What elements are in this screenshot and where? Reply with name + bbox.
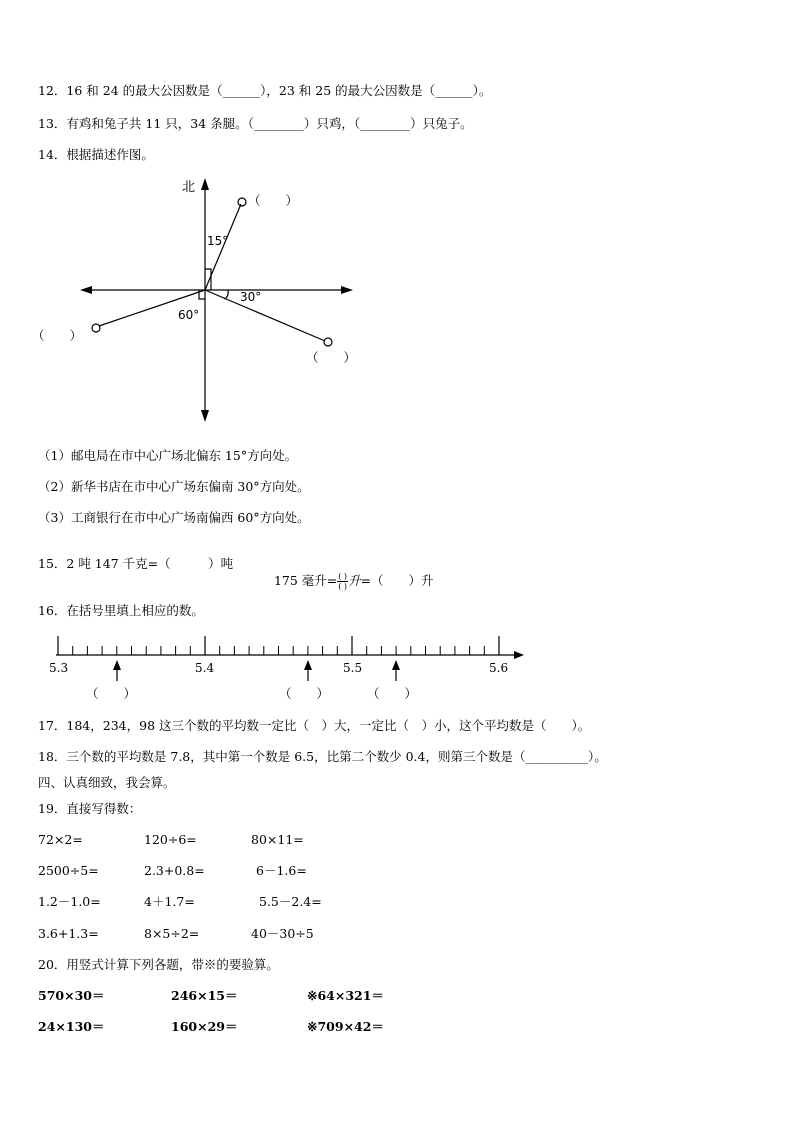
q20-row-1-col-2: 246×15＝ <box>171 988 238 1003</box>
question-14-item-3: （3）工商银行在市中心广场南偏西 60°方向处。 <box>38 510 310 525</box>
q19-row-3-col-3: 5.5－2.4= <box>259 894 322 909</box>
angle-label-15: 15° <box>207 234 229 248</box>
question-12: 12．16 和 24 的最大公因数是（______），23 和 25 的最大公因数是（______）。 <box>38 83 492 98</box>
q20-row-2-col-3: ※709×42＝ <box>307 1019 384 1034</box>
tick-label-5.4: 5.4 <box>195 661 215 675</box>
q19-row-1-col-1: 72×2= <box>38 832 83 847</box>
angle-label-30: 30° <box>240 290 262 304</box>
blank-bookstore[interactable]: （ ） <box>306 350 357 365</box>
question-13: 13．有鸡和兔子共 11 只，34 条腿。（________）只鸡，（________）只兔子。 <box>38 116 473 131</box>
q19-row-2-col-3: 6－1.6= <box>256 863 307 878</box>
pointer-2-head <box>304 660 312 670</box>
q19-row-1-col-2: 120÷6= <box>144 832 197 847</box>
blank-bank[interactable]: （ ） <box>32 328 83 343</box>
minor-ticks <box>73 646 485 655</box>
question-18: 18．三个数的平均数是 7.8，其中第一个数是 6.5，比第二个数少 0.4，则第三个数是（__________）。 <box>38 749 607 764</box>
tick-label-5.6: 5.6 <box>489 661 509 675</box>
question-14-title: 14．根据描述作图。 <box>38 147 154 162</box>
part2-suffix: =（ ）升 <box>360 573 434 588</box>
q19-row-1-col-3: 80×11= <box>251 832 304 847</box>
section-4-heading: 四、认真细致，我会算。 <box>38 775 176 790</box>
fraction-denominator: ( ) <box>338 582 348 591</box>
q19-row-3-col-1: 1.2－1.0= <box>38 894 101 909</box>
pointer-1-head <box>113 660 121 670</box>
blank-pointer-2[interactable]: （ ） <box>279 686 330 701</box>
question-19-title: 19．直接写得数： <box>38 801 142 816</box>
part2-prefix: 175 毫升= <box>273 573 338 588</box>
tick-label-5.5: 5.5 <box>343 661 363 675</box>
q20-row-2-col-2: 160×29＝ <box>171 1019 238 1034</box>
q19-row-3-col-2: 4＋1.7= <box>144 894 195 909</box>
q19-row-4-col-3: 40－30÷5 <box>251 926 314 941</box>
blank-post-office[interactable]: （ ） <box>248 193 299 208</box>
fraction-numerator: ( ) <box>338 572 348 581</box>
q20-row-2-col-1: 24×130＝ <box>38 1019 105 1034</box>
q19-row-4-col-1: 3.6+1.3= <box>38 926 99 941</box>
north-label: 北 <box>182 180 196 195</box>
q19-row-4-col-2: 8×5÷2= <box>144 926 200 941</box>
blank-pointer-1[interactable]: （ ） <box>86 686 137 701</box>
question-14-item-1: （1）邮电局在市中心广场北偏东 15°方向处。 <box>38 448 298 463</box>
question-16-title: 16．在括号里填上相应的数。 <box>38 603 204 618</box>
number-line-arrow <box>514 651 524 659</box>
q19-row-2-col-1: 2500÷5= <box>38 863 99 878</box>
pointer-3-head <box>392 660 400 670</box>
question-20-title: 20．用竖式计算下列各题，带※的要验算。 <box>38 957 279 972</box>
blank-pointer-3[interactable]: （ ） <box>367 686 418 701</box>
angle-label-60: 60° <box>178 308 200 322</box>
q20-row-1-col-3: ※64×321＝ <box>307 988 384 1003</box>
question-17: 17．184，234，98 这三个数的平均数一定比（ ）大，一定比（ ）小，这个平均数是（ ）。 <box>38 718 591 733</box>
part2-unit: 升 <box>348 573 361 588</box>
question-15-part1: 15．2 吨 147 千克=（ ）吨 <box>38 556 234 571</box>
question-14-item-2: （2）新华书店在市中心广场东偏南 30°方向处。 <box>38 479 310 494</box>
tick-label-5.3: 5.3 <box>49 661 69 675</box>
q19-row-2-col-2: 2.3+0.8= <box>144 863 205 878</box>
q20-row-1-col-1: 570×30＝ <box>38 988 105 1003</box>
